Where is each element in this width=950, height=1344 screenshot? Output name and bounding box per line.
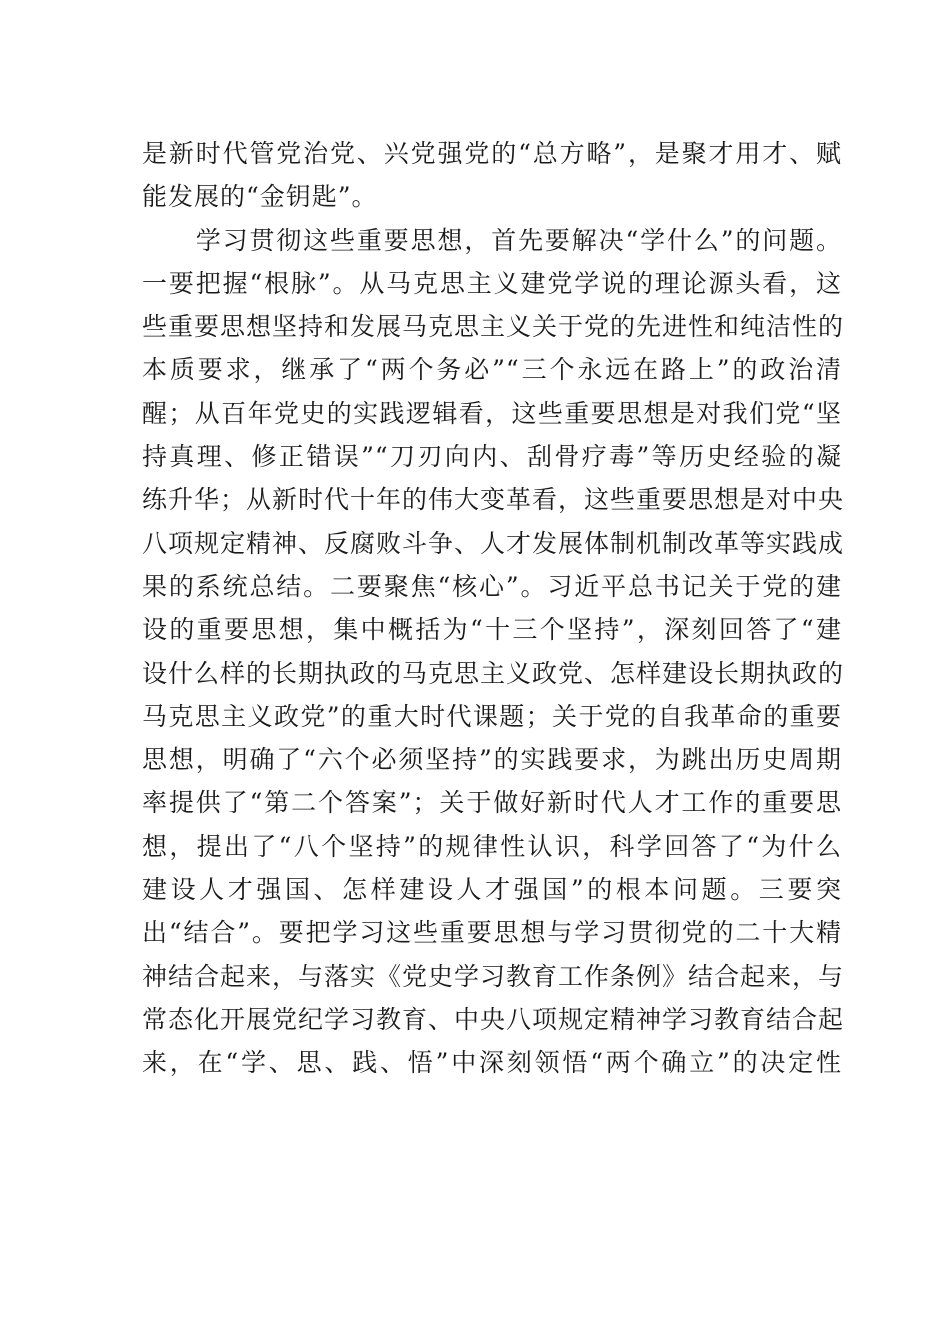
text-line: 练升华；从新时代十年的伟大变革看，这些重要思想是对中央 <box>142 485 845 515</box>
body-text <box>142 132 845 1085</box>
text-line: 是新时代管党治党、兴党强党的“总方略”，是聚才用才、赋 <box>142 139 842 168</box>
text-line: 常态化开展党纪学习教育、中央八项规定精神学习教育结合起 <box>142 1004 845 1034</box>
text-line: 神结合起来，与落实《党史学习教育工作条例》结合起来，与 <box>142 961 845 991</box>
text-line: 出“结合”。要把学习这些重要思想与学习贯彻党的二十大精 <box>142 918 842 948</box>
text-line: 设的重要思想，集中概括为“十三个坚持”，深刻回答了“建 <box>142 615 842 645</box>
text-line: 八项规定精神、反腐败斗争、人才发展体制机制改革等实践成 <box>142 528 845 558</box>
text-line: 本质要求，继承了“两个务必”“三个永远在路上”的政治清 <box>142 355 842 385</box>
text-line: 设什么样的长期执政的马克思主义政党、怎样建设长期执政的 <box>142 658 845 688</box>
text-line: 能发展的“金钥匙”。 <box>142 182 378 212</box>
text-line: 思想，明确了“六个必须坚持”的实践要求，为跳出历史周期 <box>142 745 842 775</box>
text-line: 率提供了“第二个答案”；关于做好新时代人才工作的重要思 <box>142 788 842 818</box>
text-line: 醒；从百年党史的实践逻辑看，这些重要思想是对我们党“坚 <box>142 398 842 428</box>
text-line: 一要把握“根脉”。从马克思主义建党学说的理论源头看，这 <box>142 268 842 298</box>
text-line: 马克思主义政党”的重大时代课题；关于党的自我革命的重要 <box>142 701 842 731</box>
text-line: 持真理、修正错误”“刀刃向内、刮骨疗毒”等历史经验的凝 <box>142 442 842 472</box>
text-line: 想，提出了“八个坚持”的规律性认识，科学回答了“为什么 <box>142 831 842 861</box>
paragraph-start-line: 学习贯彻这些重要思想，首先要解决“学什么”的问题。 <box>142 225 842 255</box>
text-line: 果的系统总结。二要聚焦“核心”。习近平总书记关于党的建 <box>142 571 842 601</box>
text-line: 建设人才强国、怎样建设人才强国”的根本问题。三要突 <box>142 875 842 905</box>
text-line: 些重要思想坚持和发展马克思主义关于党的先进性和纯洁性的 <box>142 312 845 342</box>
text-line: 来，在“学、思、践、悟”中深刻领悟“两个确立”的决定性 <box>142 1048 842 1078</box>
